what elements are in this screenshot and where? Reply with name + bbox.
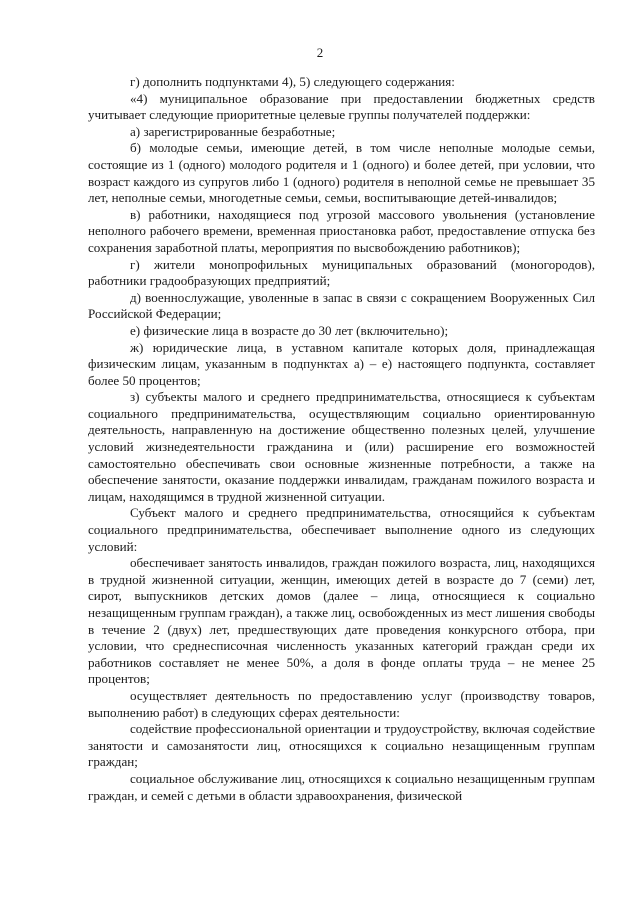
paragraph: в) работники, находящиеся под угрозой массового увольнения (установление неполного рабочего времени, временная приостановка работ, предоставление отпуска без сохранения заработной платы, мероприятия по высвобождению работников);	[88, 206, 595, 255]
paragraph: социальное обслуживание лиц, относящихся к социально незащищенным группам граждан, и семей с детьми в области здравоохранения, физической	[88, 770, 595, 803]
paragraph: д) военнослужащие, уволенные в запас в связи с сокращением Вооруженных Сил Российской Федерации;	[88, 289, 595, 322]
paragraph: Субъект малого и среднего предпринимательства, относящийся к субъектам социального предпринимательства, обеспечивает выполнение одного из следующих условий:	[88, 505, 595, 554]
document-body	[88, 74, 595, 804]
paragraph: осуществляет деятельность по предоставлению услуг (производству товаров, выполнению работ) в следующих сферах деятельности:	[88, 687, 595, 720]
paragraph: ж) юридические лица, в уставном капитале которых доля, принадлежащая физическим лицам, указанным в подпунктах а) – е) настоящего подпункта, составляет более 50 процентов;	[88, 339, 595, 388]
paragraph: «4) муниципальное образование при предоставлении бюджетных средств учитывает следующие приоритетные целевые группы получателей поддержки:	[88, 90, 595, 123]
paragraph: обеспечивает занятость инвалидов, граждан пожилого возраста, лиц, находящихся в трудной жизненной ситуации, женщин, имеющих детей в возрасте до 7 (семи) лет, сирот, выпускников детских домов (далее – лица, относящиеся к социально незащищенным группам граждан), а также лиц, освобожденных из мест лишения свободы в течение 2 (двух) лет, предшествующих дате проведения конкурсного отбора, при условии, что среднесписочная численность указанных категорий граждан среди их работников составляет не менее 50%, а доля в фонде оплаты труда – не менее 25 процентов;	[88, 555, 595, 687]
paragraph: а) зарегистрированные безработные;	[130, 123, 336, 139]
paragraph: содействие профессиональной ориентации и трудоустройству, включая содействие занятости и самозанятости лиц, относящихся к социально незащищенным группам граждан;	[88, 721, 595, 770]
paragraph: г) жители монопрофильных муниципальных образований (моногородов), работники градообразующих предприятий;	[88, 256, 595, 289]
page-number: 2	[316, 45, 324, 60]
paragraph: г) дополнить подпунктами 4), 5) следующего содержания:	[130, 74, 455, 89]
paragraph: з) субъекты малого и среднего предпринимательства, относящиеся к субъектам социального предпринимательства, осуществляющим социально ориентированную деятельность, направленную на достижение общественно полезных целей, улучшение условий жизнедеятельности гражданина и (или) расширение его возможностей самостоятельно обеспечивать свои основные жизненные потребности, а также на обеспечение занятости, оказание поддержки инвалидам, гражданам пожилого возраста и лицам, находящимся в трудной жизненной ситуации.	[88, 389, 595, 504]
paragraph: е) физические лица в возрасте до 30 лет (включительно);	[130, 322, 449, 338]
paragraph: б) молодые семьи, имеющие детей, в том числе неполные молодые семьи, состоящие из 1 (одного) молодого родителя и 1 (одного) и более детей, при условии, что возраст каждого из супругов либо 1 (одного) родителя в неполной семье не превышает 35 лет, неполные семьи, многодетные семьи, семьи, воспитывающие детей-инвалидов;	[88, 140, 595, 206]
